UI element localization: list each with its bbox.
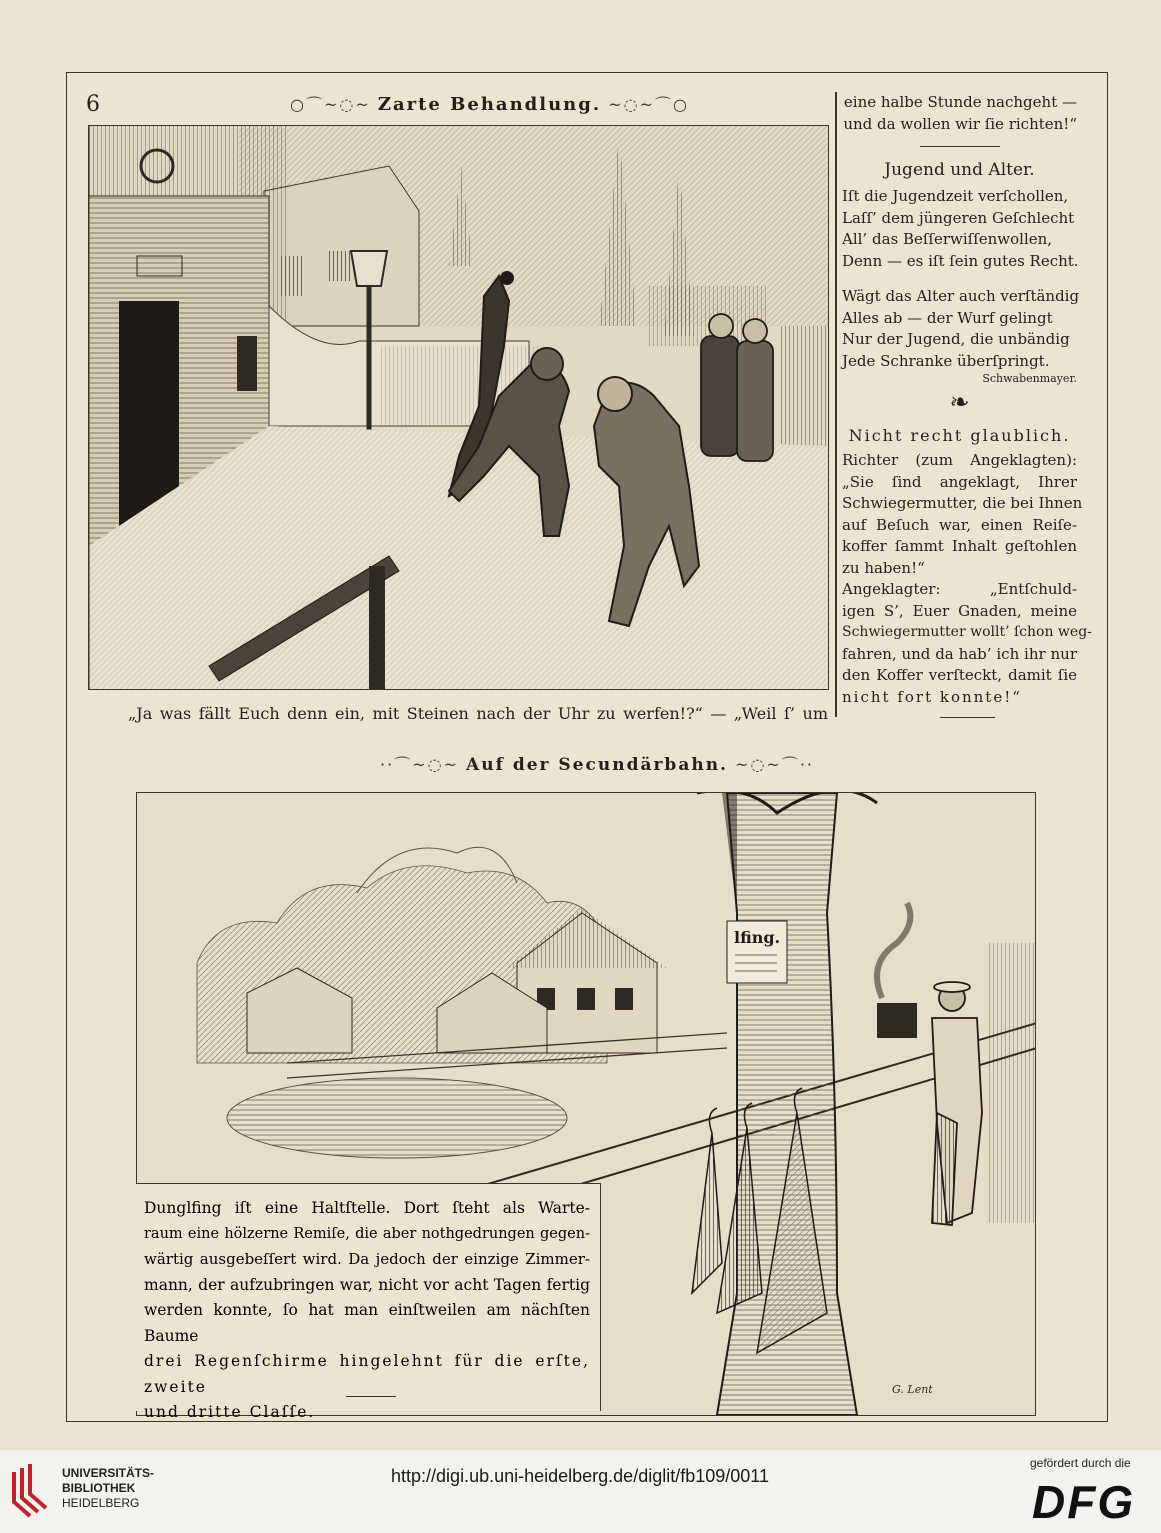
poem-author: Schwabenmayer. <box>982 372 1077 385</box>
funded-by-label: gefördert durch die <box>1030 1456 1131 1470</box>
anecdote-body <box>842 450 1092 708</box>
permalink-url[interactable]: http://digi.ub.uni-heidelberg.de/diglit/fb109/0011 <box>391 1466 769 1486</box>
separator-rule <box>920 146 1000 147</box>
poem-line: All’ das Beſſerwiſſenwollen, <box>842 230 1053 248</box>
caption-zarte-behandlung: „Ja was fällt Euch denn ein, mit Steinen nach der Uhr zu werfen!?“ — „Weil ſ’ um <box>128 704 828 723</box>
section-title-text: Zarte Behandlung. <box>377 94 602 115</box>
illustration-boys-throwing-stones <box>88 125 829 690</box>
library-line: UNIVERSITÄTS- <box>62 1466 155 1480</box>
anecdote-line: den Koffer verſteckt, damit ſie <box>842 666 1077 684</box>
title-ornament-left: ··⌒~◌~ <box>380 755 467 774</box>
ornament-icon: ❧ <box>949 388 970 416</box>
section-title-zarte-behandlung <box>290 92 689 115</box>
poem-line: Denn — es iſt ſein gutes Recht. <box>842 251 1079 270</box>
story-line: raum eine hölzerne Remiſe, die aber nothgedrungen gegen- <box>144 1225 590 1242</box>
poem-stanza-1 <box>842 186 1077 272</box>
caption-continuation <box>842 92 1077 135</box>
anecdote-line: Schwiegermutter, die bei Ihnen <box>842 494 1083 512</box>
poem-line: Alles ab — der Wurf gelingt <box>842 308 1053 327</box>
dfg-logo[interactable]: DFG <box>1032 1476 1136 1528</box>
story-dunglfing <box>136 1183 601 1421</box>
story-line: drei Regenſchirme hingelehnt für die erſte, zweite <box>144 1352 590 1396</box>
separator-rule <box>346 1396 396 1397</box>
engraving-scene-1 <box>89 126 828 689</box>
anecdote-line: koffer ſammt Inhalt geſtohlen <box>842 537 1077 555</box>
library-line: HEIDELBERG <box>62 1496 140 1510</box>
section-title-secundaerbahn <box>380 752 815 775</box>
anecdote-line: Schwiegermutter wollt’ ſchon weg- <box>842 624 1092 640</box>
anecdote-line: auf Beſuch war, einen Reiſe- <box>842 515 1077 534</box>
anecdote-line: Richter (zum Angeklagten): <box>842 451 1077 469</box>
story-line: Dunglfing iſt eine Haltſtelle. Dort ſteht als Warte- <box>144 1199 590 1217</box>
poem-title: Jugend und Alter. <box>884 160 1035 180</box>
poem-stanza-2 <box>842 286 1080 372</box>
story-line: mann, der aufzubringen war, nicht vor acht Tagen fertig <box>144 1275 590 1294</box>
poem-line: Nur der Jugend, die unbändig <box>842 330 1070 348</box>
tree-sign-text: lfing. <box>734 928 781 947</box>
story-line: und dritte Claſſe. <box>144 1403 316 1421</box>
column-divider <box>835 92 837 717</box>
title-ornament-right: ~◌~⌒○ <box>601 95 689 114</box>
waiting-man <box>932 982 982 1225</box>
poem-line: Iſt die Jugendzeit verſchollen, <box>842 187 1069 205</box>
anecdote-line: fahren, und da hab’ ich ihr nur <box>842 644 1077 663</box>
story-line: werden konnte, ſo hat man einſtweilen am nächſten Baume <box>144 1301 590 1345</box>
footer-bar <box>0 1450 1161 1533</box>
anecdote-line: zu haben!“ <box>842 558 925 577</box>
anecdote-line: Angeklagter: „Entſchuld- <box>842 580 1077 598</box>
title-ornament-left: ○⌒~◌~ <box>290 95 378 114</box>
poem-line: Laſſ’ dem jüngeren Geſchlecht <box>842 208 1075 227</box>
library-name[interactable] <box>62 1466 154 1511</box>
page-number: 6 <box>86 92 100 117</box>
artist-signature: G. Lent <box>892 1383 933 1396</box>
section-title-text: Auf der Secundärbahn. <box>466 755 728 775</box>
poem-line: Wägt das Alter auch verſtändig <box>842 287 1080 305</box>
library-line: BIBLIOTHEK <box>62 1481 136 1495</box>
ub-heidelberg-logo-icon[interactable] <box>10 1462 52 1520</box>
anecdote-line: igen S’, Euer Gnaden, meine <box>842 601 1077 620</box>
anecdote-line: nicht fort konnte!“ <box>842 687 1022 706</box>
title-ornament-right: ~◌~⌒·· <box>727 755 815 774</box>
anecdote-title: Nicht recht glaublich. <box>848 426 1071 445</box>
anecdote-line: „Sie ſind angeklagt, Ihrer <box>842 472 1077 491</box>
poem-line: Jede Schranke überſpringt. <box>842 351 1050 370</box>
separator-rule <box>940 717 995 718</box>
story-line: wärtig ausgebeſſert wird. Da jedoch der einzige Zimmer- <box>144 1250 590 1268</box>
continuation-line: eine halbe Stunde nachgeht — <box>843 93 1077 111</box>
continuation-line: und da wollen wir ſie richten!“ <box>843 114 1077 133</box>
